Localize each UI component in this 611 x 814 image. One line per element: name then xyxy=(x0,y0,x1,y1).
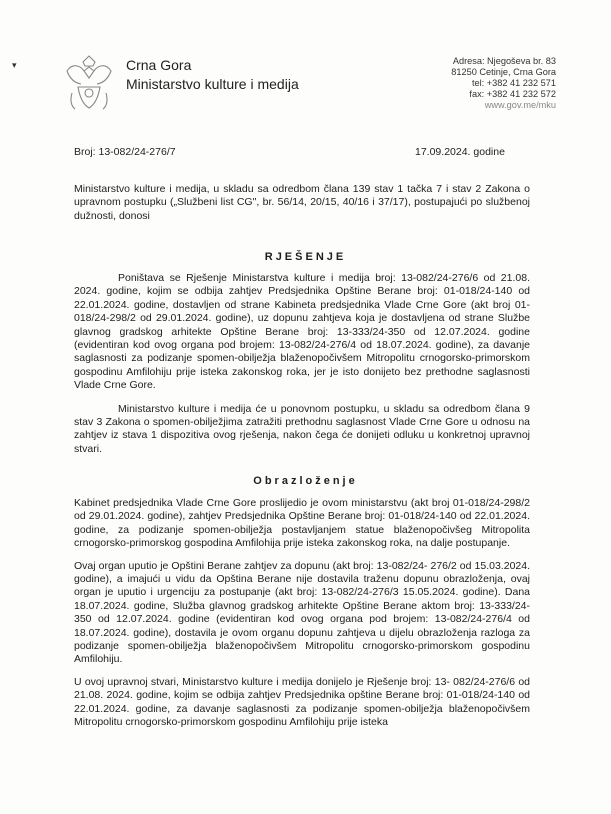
reasoning-paragraph-1: Kabinet predsjednika Vlade Crne Gore proslijedio je ovom ministarstvu (akt broj 01-018/24-298/2 od 29.01.2024. godine), zahtjev Predsjednika Opštine Berane broj: 01-018/24-140 od 22.01.2024. godine, za podizanje spomen-obilježja postavljanjem statue blaženopočivšeg Mitropolita crnogorsko-primorskog gospodina Amfilohija prije isteka zakonskog roka, na dalje postupanje. xyxy=(74,497,530,550)
phone-line: tel: +382 41 232 571 xyxy=(471,78,556,88)
country-name: Crna Gora xyxy=(126,57,192,73)
decision-paragraph-2: Ministarstvo kulture i medija će u ponovnom postupku, u skladu sa odredbom člana 9 stav 3 Zakona o spomen-obilježjima zatražiti prethodnu saglasnost Vlade Crne Gore u odnosu na zahtjev iz stava 1 dispozitiva ovog rješenja, nakon čega će donijeti odluku u konkretnoj upravnoj stvari. xyxy=(74,402,530,455)
address-block xyxy=(356,56,556,111)
address-line: 81250 Cetinje, Crna Gora xyxy=(451,67,556,77)
intro-paragraph xyxy=(74,183,530,223)
ministry-name: Ministarstvo kulture i medija xyxy=(126,76,299,92)
decision-paragraph-1: Poništava se Rješenje Ministarstva kulture i medija broj: 13-082/24-276/6 od 21.08. 2024. godine, kojim se odbija zahtjev Predsjednika Opštine Berane broj: 01-018/24-140 od 22.01.2024. godine, dostavljen od strane Kabineta predsjednika Vlade Crne Gore (akt broj 01- 018/24-298/2 od 29.01.2024. godine), uz dopunu zahtjeva koja je dostavljena od strane Službe glavnog gradskog arhitekte Opštine Berane broj: 13-333/24-350 od 12.07.2024. godine (evidentiran kod ovog organa pod brojem: 13-082/24-276/4 od 18.07.2024. godine), za davanje saglasnosti za podizanje spomen-obilježja blaženopočivšem Mitropolitu crnogorsko-primorskom gospodinu Amfilohiju prije isteka zakonskog roka, jer je isto donijeto bez prethodne saglasnosti Vlade Crne Gore. xyxy=(74,272,530,392)
decision-section xyxy=(74,272,530,456)
intro-text: Ministarstvo kulture i medija, u skladu sa odredbom člana 139 stav 1 tačka 7 i stav 2 Zakona o upravnom postupku („Službeni list CG", br. 56/14, 20/15, 40/16 i 37/17), postupajući po službenoj dužnosti, donosi xyxy=(74,183,530,222)
reasoning-paragraph-3: U ovoj upravnoj stvari, Ministarstvo kulture i medija donijelo je Rješenje broj: 13- 082/24-276/6 od 21.08. 2024. godine, kojim se odbija zahtjev Predsjednika opštine Berane broj: 01-018/24-140 od 22.01.2024. godine, za davanje saglasnosti za podizanje spomen-obilježja blaženopočivšem Mitropolitu crnogorsko-primorskom gospodinu Amfilohiju prije isteka xyxy=(74,675,530,729)
document-number: Broj: 13-082/24-276/7 xyxy=(74,146,176,158)
reasoning-paragraph-2: Ovaj organ uputio je Opštini Berane zahtjev za dopunu (akt broj: 13-082/24- 276/2 od 15.03.2024. godine), a imajući u vidu da Opština Berane nije dostavila traženu dopunu obrazloženja, ovaj organ je uputio i urgenciju za postupanje (akt broj: 13-082/24-276/3 15.05.2024. godine). Dana 18.07.2024. godine, Služba glavnog gradskog arhitekte Opštine Berane aktom broj: 13-333/24-350 od 12.07.2024. godine (evidentiran kod ovog organa pod brojem: 13-082/24-276/4 od 18.07.2024. godine), dostavila je ovom organu dopunu zahtjeva u dijelu obrazloženja razloga za podizanje spomen-obilježja blaženopočivšem Mitropolitu crnogorsko-primorskom gospodinu Amfilohiju. xyxy=(74,559,530,666)
address-line: Adresa: Njegoševa br. 83 xyxy=(452,56,556,66)
decision-title: RJEŠENJE xyxy=(264,251,347,263)
letterhead-title xyxy=(126,56,299,94)
website-line: www.gov.me/mku xyxy=(484,100,556,110)
reasoning-section xyxy=(74,497,530,730)
coat-of-arms-icon xyxy=(64,53,114,111)
fax-line: fax: +382 41 232 572 xyxy=(469,89,556,99)
margin-mark: ▾ xyxy=(12,60,17,70)
document-date: 17.09.2024. godine xyxy=(415,146,505,158)
reasoning-title: Obrazloženje xyxy=(253,475,358,487)
